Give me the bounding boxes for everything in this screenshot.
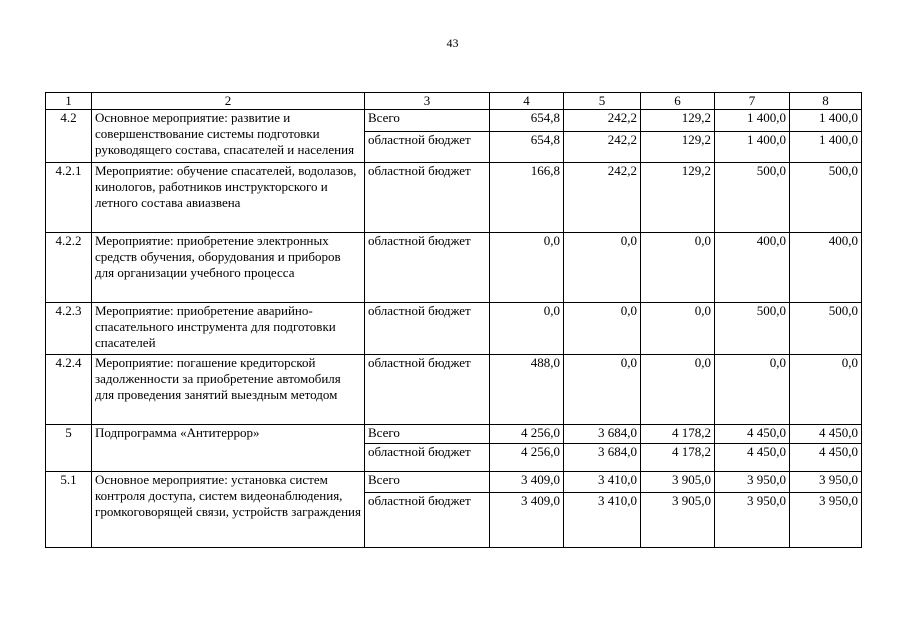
column-number-header: 1	[46, 93, 92, 110]
amount-cell: 3 684,0	[564, 425, 641, 444]
item-name: Основное мероприятие: установка систем контроля доступа, систем видеонаблюдения, громкоговорящей связи, устройств заграждения	[92, 472, 365, 548]
amount-cell: 242,2	[564, 110, 641, 132]
item-name: Мероприятие: погашение кредиторской задолженности за приобретение автомобиля для проведения занятий выездным методом	[92, 355, 365, 425]
amount-cell: 4 450,0	[715, 425, 790, 444]
amount-cell: 0,0	[641, 355, 715, 425]
amount-cell: 3 905,0	[641, 472, 715, 493]
item-name: Основное мероприятие: развитие и совершенствование системы подготовки руководящего состава, спасателей и населения	[92, 110, 365, 163]
amount-cell: 166,8	[490, 163, 564, 233]
column-number-header: 3	[365, 93, 490, 110]
amount-cell: 1 400,0	[715, 132, 790, 163]
item-number: 4.2.2	[46, 233, 92, 303]
item-name: Мероприятие: приобретение электронных средств обучения, оборудования и приборов для организации учебного процесса	[92, 233, 365, 303]
item-name: Мероприятие: приобретение аварийно-спасательного инструмента для подготовки спасателей	[92, 303, 365, 355]
amount-cell: 400,0	[715, 233, 790, 303]
funding-source: областной бюджет	[365, 132, 490, 163]
amount-cell: 4 178,2	[641, 425, 715, 444]
funding-source: областной бюджет	[365, 493, 490, 548]
amount-cell: 129,2	[641, 110, 715, 132]
amount-cell: 4 256,0	[490, 444, 564, 472]
budget-table	[45, 92, 862, 548]
column-number-header: 5	[564, 93, 641, 110]
amount-cell: 0,0	[564, 303, 641, 355]
item-number: 4.2.3	[46, 303, 92, 355]
amount-cell: 654,8	[490, 110, 564, 132]
amount-cell: 500,0	[715, 163, 790, 233]
amount-cell: 3 950,0	[790, 472, 862, 493]
table-row	[46, 472, 862, 493]
column-number-header: 6	[641, 93, 715, 110]
amount-cell: 0,0	[715, 355, 790, 425]
amount-cell: 242,2	[564, 132, 641, 163]
page-number: 43	[446, 36, 459, 50]
amount-cell: 3 410,0	[564, 493, 641, 548]
funding-source: Всего	[365, 425, 490, 444]
table-row	[46, 233, 862, 303]
amount-cell: 488,0	[490, 355, 564, 425]
amount-cell: 242,2	[564, 163, 641, 233]
item-number: 4.2.4	[46, 355, 92, 425]
amount-cell: 129,2	[641, 132, 715, 163]
funding-source: областной бюджет	[365, 303, 490, 355]
amount-cell: 4 450,0	[715, 444, 790, 472]
amount-cell: 129,2	[641, 163, 715, 233]
amount-cell: 0,0	[490, 233, 564, 303]
funding-source: областной бюджет	[365, 444, 490, 472]
amount-cell: 3 410,0	[564, 472, 641, 493]
amount-cell: 3 409,0	[490, 472, 564, 493]
funding-source: областной бюджет	[365, 355, 490, 425]
funding-source: областной бюджет	[365, 163, 490, 233]
amount-cell: 0,0	[641, 233, 715, 303]
amount-cell: 4 450,0	[790, 444, 862, 472]
amount-cell: 4 178,2	[641, 444, 715, 472]
column-number-header: 8	[790, 93, 862, 110]
amount-cell: 3 409,0	[490, 493, 564, 548]
item-number: 5.1	[46, 472, 92, 548]
item-name: Мероприятие: обучение спасателей, водолазов, кинологов, работников инструкторского и летного состава авиазвена	[92, 163, 365, 233]
header-row	[46, 93, 862, 110]
amount-cell: 3 684,0	[564, 444, 641, 472]
item-number: 4.2.1	[46, 163, 92, 233]
table-row	[46, 110, 862, 132]
funding-source: Всего	[365, 472, 490, 493]
table-row	[46, 303, 862, 355]
column-number-header: 7	[715, 93, 790, 110]
amount-cell: 1 400,0	[790, 110, 862, 132]
amount-cell: 500,0	[790, 303, 862, 355]
table-row	[46, 425, 862, 444]
amount-cell: 3 905,0	[641, 493, 715, 548]
item-number: 4.2	[46, 110, 92, 163]
funding-source: областной бюджет	[365, 233, 490, 303]
amount-cell: 1 400,0	[715, 110, 790, 132]
table-row	[46, 355, 862, 425]
amount-cell: 400,0	[790, 233, 862, 303]
amount-cell: 0,0	[564, 355, 641, 425]
column-number-header: 2	[92, 93, 365, 110]
item-number: 5	[46, 425, 92, 472]
amount-cell: 500,0	[790, 163, 862, 233]
amount-cell: 4 256,0	[490, 425, 564, 444]
amount-cell: 1 400,0	[790, 132, 862, 163]
amount-cell: 3 950,0	[715, 472, 790, 493]
amount-cell: 500,0	[715, 303, 790, 355]
item-name: Подпрограмма «Антитеррор»	[92, 425, 365, 472]
table-row	[46, 163, 862, 233]
funding-source: Всего	[365, 110, 490, 132]
amount-cell: 3 950,0	[715, 493, 790, 548]
amount-cell: 654,8	[490, 132, 564, 163]
column-number-header: 4	[490, 93, 564, 110]
amount-cell: 0,0	[490, 303, 564, 355]
amount-cell: 3 950,0	[790, 493, 862, 548]
amount-cell: 0,0	[564, 233, 641, 303]
amount-cell: 0,0	[641, 303, 715, 355]
amount-cell: 0,0	[790, 355, 862, 425]
amount-cell: 4 450,0	[790, 425, 862, 444]
